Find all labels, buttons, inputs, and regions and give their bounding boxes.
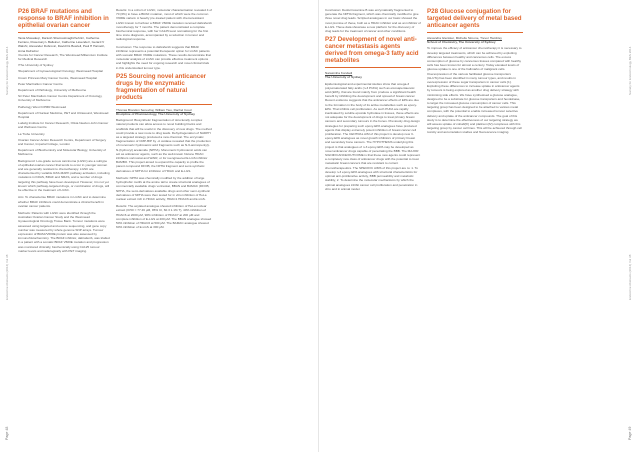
body-paragraph: Epidemiological and experimental studies show that omega-3 polyunsaturated fatty acids (n-3 PUFA) such as eicosapentaenoic acid (EPA), that are found mainly from produce a significant health benefit by inhibiting the development and spread of breast cancer. Recent evidence suggests that the anticancer effects of EPA are due to the formation in the body of its active metabolites such as epoxy-EPA. That inhibits cell proliferation. As such PUFA are rapidly inactivated by soluble epoxide hydrolase in tissues, these effects are not adequate for the development of drugs to treat primary breast cancers and secondary tumours in the bones. Previously drug design strategies for preparing such epoxy-EPA analogues have produced agents that display extremely potent inhibition of breast cancer cell proliferation. The CENTRAL AIM of this project is develop new 3-epoxy-EPA analogues as novel growth inhibitors of primary breast and secondary bone cancers. The HYPOTHESIS underlying this project is that analogues of n-3 epoxy-EPA may be developed as novel anticancer drugs capable of penetrating the BBB. The MAJOR SIGNIFICANCE/OUTCOME is that these new agents could represent a completely new class of anticancer drugs with the potential to treat metastatic breast cancers that are resistant to current chemotherapeutics. The SPECIFIC AIMS of this project are to: 1. To develop n-3 epoxy-EPA analogues with structural characteristics for optimal anti-proliferative activity, BBB permeability and metabolic stability, 2. To determine the molecular mechanisms by which the optimal analogues inhibit cancer cell proliferation and penetration in vitro and in animal model. [325,81,421,191]
right-margin [623,0,637,452]
affiliation: Sir Peter MacCallum Cancer Centre Department of Oncology, University of Melbourne [18,94,103,103]
divider [116,104,212,105]
abstract-title: P28 Glucose conjugation for targeted delivery of metal based anticancer agents [427,8,522,29]
left-margin [0,0,14,452]
journal-label: Endocrine Abstracts (2014) Vol 38 [5,254,9,300]
abstract-authors: Narasimha Kondadi [325,71,353,76]
affiliation: ³Department of Gynaecological Oncology, Westmead Hospital [18,69,103,74]
affiliation: Ovarian Cancer Action Research Centre, Department of Surgery and Cancer, Imperial College, London [18,137,107,147]
affiliation: Pathology West ICPMR Westmead [18,104,67,109]
body-paragraph: Aim: To characterise BRAF mutations in LGSC and to determine whether BRAF inhibitors could demonstrate a clinical benefit in ovarian cancer patients. [18,195,106,208]
society-label: Society for Endocrinology BES 2014 [5,46,9,95]
column-1 [18,8,110,256]
affiliation: Department of Biochemistry and Molecular Biology, University of Melbourne [18,148,106,157]
abstract-authors: Thomas Brandon Seneviraj, William Tieu, Rachel Cood [116,107,192,112]
body-paragraph: Methods: NPHA was chemically modified by the addition of large hydrophobic motifs at the amine tail to create structural analogues of commercially available drugs vorinostat, BBAN and BAMAC (DFOB, NPHA, the semi-derivatives available drugs and other semi-synthetic derivatives of NPHA were then tested for in vitro inhibition of HeLa nuclear extract rich in HDAC activity, HDAC1 HDAC6 and E-LGS. [116,175,211,201]
abstract-title: P27 Development of novel anti-cancer metastasis agents derived from omega-3 fatty acid metabolites [325,36,419,65]
page-number: Page 49 [628,426,632,440]
affiliation: Peter MacCallum Cancer Centre [18,81,63,86]
abstract-authors: Tania Mosadeq¹, Dariush Shamsolmaghzhehrin¹, Catherine Ferrano, Rosemary L Balleine¹, Catherine Lavender¹, Gerard V Walsh¹, Alexander Dobrovic, David DL Bowtell, Paul H Harnett¹, Anna DeFazio¹ [18,36,106,53]
society-label: Society for Endocrinology BES 2014 [628,46,632,95]
abstract-authors: Alexandra Glenister, Michelle Simone, Trevor Hambley [427,36,502,40]
body-paragraph: Results: In a cohort of LGSC, molecular characterisation revealed 4 of 70 (6%) to have a BRAF mutation, most of which were the common V600E variant. A heavily pre-treated patient with chemoresistant LGSC known to harbour a BRAF V600E mutation received dabrafenib monotherapy for 7 months. The patient demonstrated a complete biochemical response, with her CA125 level normalising for the first time since diagnosis, accompanied by a reduction in tumour and radiological response. [116,8,212,42]
affiliation: Department of Pathology, University of Melbourne [18,88,87,93]
body-paragraph: Conclusion: Desferrioxamine B was enzymatically fragmented to generate the NPHA fragment, which was chemically modified to give three novel drug leads. Scripted analogues in our basic showed the most promise of these, both as a HDAC inhibitor and as an inhibitor of E-LGS. These data showcase a new platform for the discovery of drug leads for the treatment of cancer and other conditions. [325,8,421,34]
affiliation: ¹Centre for Cancer Research, The Westmead Millennium Institute for Medical Research [18,52,108,62]
abstract-title: P26 BRAF mutations and response to BRAF inhibition in epithelial ovarian cancer [18,8,109,29]
affiliation: La Trobe University [18,131,45,136]
divider [325,67,421,68]
affiliation: The University of Sydney [325,75,362,80]
body-paragraph: Background: Biosynthetic fragmentation of structurally complex natural products can allow access to novel building blocks and scaffolds that will be useful in the discovery of new drugs. The method could provide a new route to drug leads. Dehydrogenation of NADPH as a targeted strategy produced a new chemical. The enzymatic fragmentation of CMP-BIP by -A oxidase revealed that the production of monomeric hydroxamic acid fragments such as N-6-aminopentyl)-N-(hydroxyl) acetamide (NPHA). Monomeric hydroxamic acids can act as anticancer agents, such as the well-known histone HDAC inhibitors vorinostat and WAIR, or for reengineered E-LGS inhibitor BAMBO. This project aimed to expand the capacity to profile the parent compound DFOB, the NPHA fragment and semi-synthetic derivatives of NPHA for inhibition of HDAC and E-LGS. [116,118,212,173]
divider [427,32,523,33]
affiliation: Discipline of Pharmacology, The University of Sydney [116,112,196,117]
abstract-title: P25 Sourcing novel anticancer drugs by the enzymatic fragmentation of natural products [116,72,207,101]
affiliation: Department of Nuclear Medicine, PET and Ultrasound, Westmead Hospital [18,110,109,120]
body-paragraph: Conclusion: The response to dabrafenib suggests that BRAF inhibition represents a potential therapeutic option for LGSC patients with somatic BRAF V600E mutations. These results demonstrate that molecular analysis of LGSC can provide effective treatment options and highlights the need for ongoing research and novel clinical trials in this understudied tumour type. [116,44,211,70]
column-2 [116,8,212,232]
body-paragraph: Background: Low-grade serous carcinoma (LGSC) are a subtype of epithelial ovarian cancer that tends to occur in younger women and are generally resistant to chemotherapy. LGSC are characterised by variable RAS-MAPK pathway activation, including mutations in KRAS, BRAF and NRAS, and a number of drugs targeting this pathway have been developed. However, it is not yet known which pathway-targeted drugs, or combination of drugs, will be effective in the treatment of LGSC. [18,158,110,193]
body-paragraph: To improve the efficacy of anticancer chemotherapy it is necessary to develop targeted treatments, which can be achieved by exploiting differences between healthy and cancerous cells. The excess consumption of glucose by cancerous tissues compared with healthy cells has been known for almost a century. Today elevated levels of glucose uptake is one of the hallmarks of malignant cells. Overexpression of the various facilitated glucose transporters (GLUTs) has been identified in many tumour types, and results in overexpression of these sugar transporters in cancer cells [1]. Exploiting these differences to increase uptake in anticancer agents by tumours is being explored as another drug delivery strategy with minimising side effects. We have synthesised a glucose analogue, designed to be a substrate for glucose transporters and hexokinase, to target the increased glucose consumption of cancer cells. This targeting group has been designed to be attached to various metal complexes, with the potential to enable increased tumour selective delivery and uptake of the anticancer compounds. The goal of this study is to determine the effectiveness of our targeting strategy we will assess uptake of cobalt(III) and platinum(IV) complexes with this targeting group by cancer cell lines. This will be achieved through cell toxicity and accumulation studies and fluorescence imaging. [427,46,522,135]
affiliation: Crown Princess Mary Cancer Centre, Westmead Hospital [18,75,97,80]
affiliation: ²The University of Sydney [18,63,54,68]
journal-label: Endocrine Abstracts (2014) Vol 38 [628,254,632,300]
body-paragraph: Results: The acylated analogue showed inhibition of HeLa nuclear extract (IC50 = 77.46 µM, 95% CI, 60.3 1.1% T), 40% inhibition of HDAC6 at 2000 µM, 90% inhibition of HDAC7 at 200 µM and complete inhibition of E-LGS at 200 µM. The BBAN analogue showed 50% inhibition of HDAC6 at 500 µM. The BAMAC analogue showed 60% inhibition of E-LGS at 300 µM. [116,204,212,230]
affiliation: Ludwig Institute for Cancer Research, Olivia Newton-John Cancer and Wellness Centre [18,121,109,130]
body-paragraph: Methods: Patients with LGSC were identified through the Australian Ovarian Cancer Study and the Westmead Gynaecological Oncology Tissue Bank. Tumour mutations were assessed using targeted and exome sequencing, and gene copy number was measured by whole genome SNP arrays. Tumour expression of BRAF/V600E protein was also assessed by immunohistochemistry. The BRAF inhibitor, dabrafenib, was trialled in a patient with a somatic BRAF V600E mutation and progression was monitored clinically, biochemically using CA125 tumour marker levels and radiologically with PET imaging. [18,210,110,253]
column-4 [427,8,523,138]
affiliation: School of Chemistry, The University of Sydney [427,40,496,45]
right-page [319,0,638,452]
divider [18,32,110,33]
page-number: Page 48 [5,426,9,440]
column-3 [325,8,421,194]
